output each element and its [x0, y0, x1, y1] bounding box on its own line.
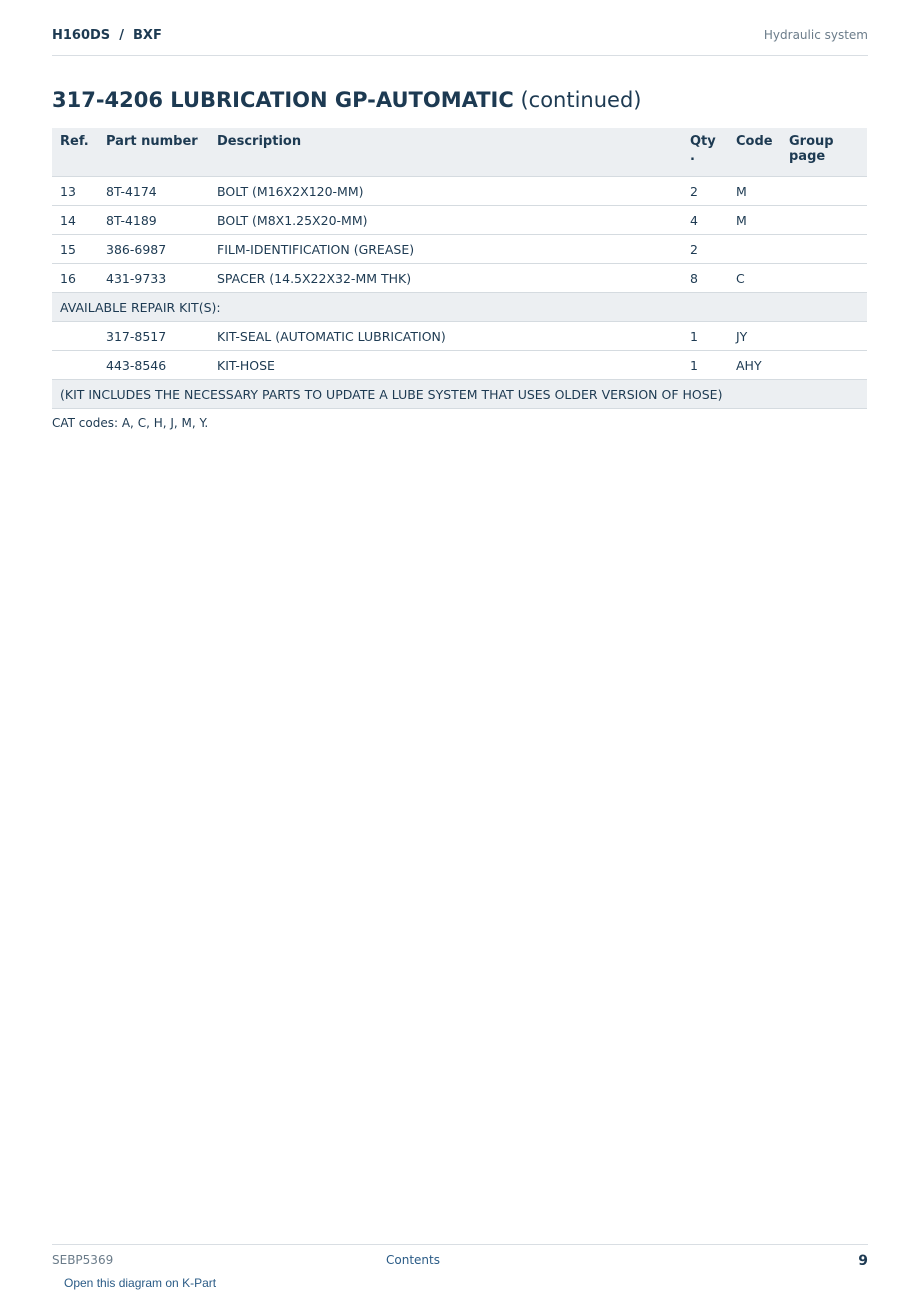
- cell-description: FILM-IDENTIFICATION (GREASE): [209, 235, 682, 264]
- cell-group-page: [781, 177, 867, 206]
- cell-part-number: 386-6987: [98, 235, 209, 264]
- cell-group-page: [781, 206, 867, 235]
- cell-part-number: 431-9733: [98, 264, 209, 293]
- column-header-description: Description: [209, 128, 682, 177]
- cell-ref: 15: [52, 235, 98, 264]
- cell-qty: 1: [682, 322, 728, 351]
- section-label: Hydraulic system: [763, 28, 868, 42]
- cell-ref: [52, 351, 98, 380]
- cell-part-number: 8T-4189: [98, 206, 209, 235]
- cell-description: BOLT (M8X1.25X20-MM): [209, 206, 682, 235]
- cell-ref: [52, 322, 98, 351]
- page-header: [52, 28, 868, 56]
- cell-description: SPACER (14.5X22X32-MM THK): [209, 264, 682, 293]
- cell-code: [728, 235, 781, 264]
- table-row: [52, 177, 867, 206]
- page-title: [52, 88, 642, 112]
- cell-qty: 2: [682, 177, 728, 206]
- cell-part-number: 8T-4174: [98, 177, 209, 206]
- cell-qty: 2: [682, 235, 728, 264]
- cell-qty: 1: [682, 351, 728, 380]
- cell-ref: 16: [52, 264, 98, 293]
- column-header-qty: Qty .: [682, 128, 728, 177]
- cell-ref: 14: [52, 206, 98, 235]
- cell-code: AHY: [728, 351, 781, 380]
- open-k-part-link[interactable]: Open this diagram on K-Part: [64, 1276, 217, 1290]
- cell-description: KIT-SEAL (AUTOMATIC LUBRICATION): [209, 322, 682, 351]
- table-row: [52, 235, 867, 264]
- cell-code: M: [728, 206, 781, 235]
- cell-part-number: 443-8546: [98, 351, 209, 380]
- kit-note: (KIT INCLUDES THE NECESSARY PARTS TO UPDATE A LUBE SYSTEM THAT USES OLDER VERSION OF HOSE): [52, 380, 867, 409]
- contents-link[interactable]: Contents: [386, 1253, 440, 1267]
- title-main: 317-4206 LUBRICATION GP-AUTOMATIC: [52, 88, 514, 112]
- cell-code: C: [728, 264, 781, 293]
- cell-code: JY: [728, 322, 781, 351]
- cell-description: KIT-HOSE: [209, 351, 682, 380]
- cell-group-page: [781, 322, 867, 351]
- column-header-ref: Ref.: [52, 128, 98, 177]
- table-row: [52, 206, 867, 235]
- cell-group-page: [781, 264, 867, 293]
- kit-row: [52, 322, 867, 351]
- kit-row: [52, 351, 867, 380]
- column-header-code: Code: [728, 128, 781, 177]
- page-number: 9: [858, 1253, 868, 1269]
- column-header-part-number: Part number: [98, 128, 209, 177]
- cell-qty: 4: [682, 206, 728, 235]
- model-label: H160DS / BXF: [52, 28, 162, 43]
- cell-code: M: [728, 177, 781, 206]
- parts-table: [52, 128, 867, 409]
- document-id: SEBP5369: [52, 1253, 114, 1267]
- cell-description: BOLT (M16X2X120-MM): [209, 177, 682, 206]
- cell-group-page: [781, 351, 867, 380]
- column-header-group-page: Group page: [781, 128, 867, 177]
- cell-part-number: 317-8517: [98, 322, 209, 351]
- table-header-row: [52, 128, 867, 177]
- page-footer: [52, 1244, 868, 1275]
- repair-kits-heading: AVAILABLE REPAIR KIT(S):: [52, 293, 867, 322]
- table-row: [52, 264, 867, 293]
- cell-ref: 13: [52, 177, 98, 206]
- cell-group-page: [781, 235, 867, 264]
- title-suffix: (continued): [520, 88, 642, 112]
- cat-codes: CAT codes: A, C, H, J, M, Y.: [52, 416, 209, 430]
- cell-qty: 8: [682, 264, 728, 293]
- repair-kits-heading-row: [52, 293, 867, 322]
- kit-note-row: [52, 380, 867, 409]
